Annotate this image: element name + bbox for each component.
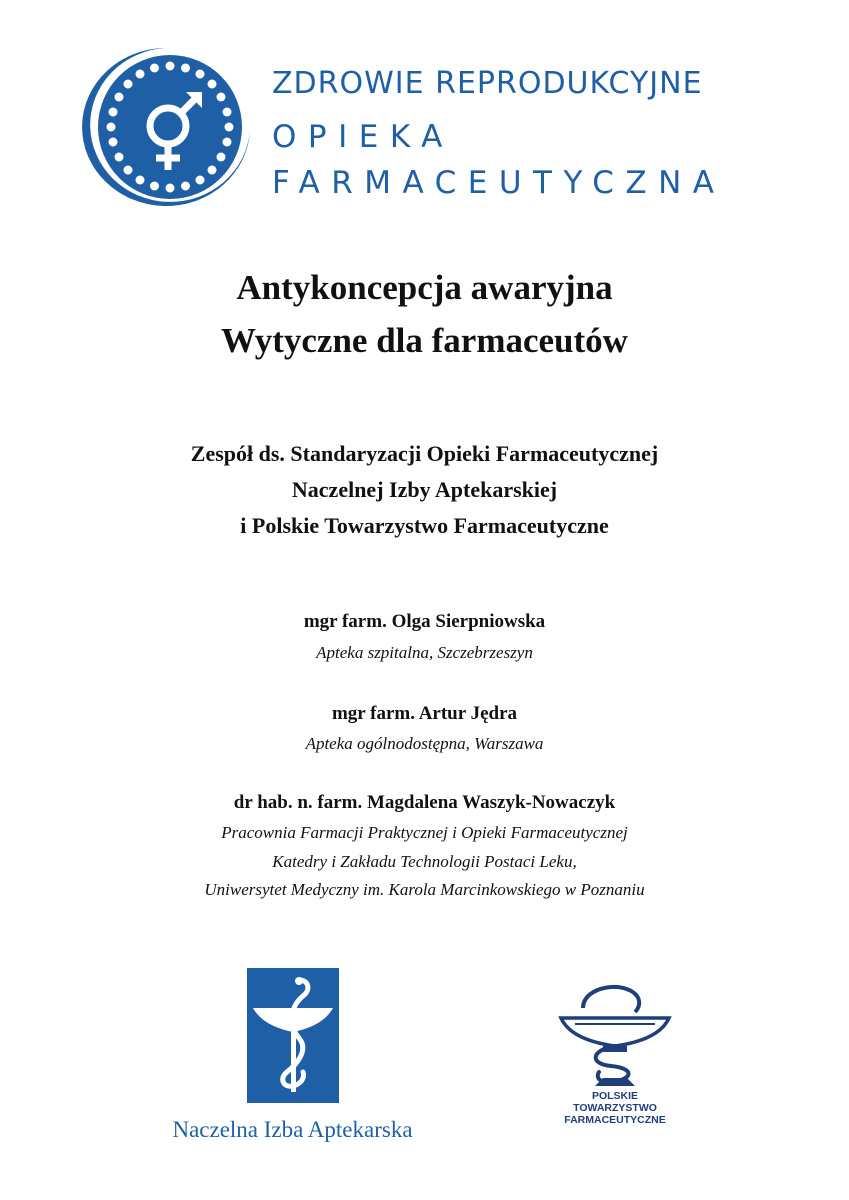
team-line: Zespół ds. Standaryzacji Opieki Farmaceutycznej — [190, 441, 659, 466]
author-name: mgr farm. Artur Jędra — [331, 703, 518, 724]
ptf-label-line2: TOWARZYSTWO — [573, 1102, 657, 1114]
ptf-bowl-of-hygieia-icon — [555, 978, 675, 1090]
nia-bowl-of-hygieia-icon — [247, 968, 339, 1103]
brand-title-line3: FARMACEUTYCZNA — [272, 165, 726, 201]
document-title: Antykoncepcja awaryjna — [236, 268, 613, 307]
brand-title-line1: ZDROWIE REPRODUKCYJNE — [272, 66, 703, 101]
author-affiliation: Katedry i Zakładu Technologii Postaci Leku, — [272, 852, 577, 871]
brand-title-line2: OPIEKA — [272, 119, 454, 155]
author-affiliation: Pracownia Farmacji Praktycznej i Opieki Farmaceutycznej — [221, 823, 628, 842]
venus-mars-circle-icon — [78, 44, 254, 206]
document-subtitle: Wytyczne dla farmaceutów — [221, 321, 628, 360]
author-name: dr hab. n. farm. Magdalena Waszyk-Nowaczyk — [233, 792, 616, 813]
author-affiliation: Apteka szpitalna, Szczebrzeszyn — [316, 643, 533, 662]
team-line: i Polskie Towarzystwo Farmaceutyczne — [240, 513, 609, 538]
ptf-label-line3: FARMACEUTYCZNE — [564, 1114, 666, 1126]
author-affiliation: Uniwersytet Medyczny im. Karola Marcinkowskiego w Poznaniu — [204, 880, 645, 899]
author-affiliation: Apteka ogólnodostępna, Warszawa — [305, 734, 544, 753]
author-name: mgr farm. Olga Sierpniowska — [303, 611, 546, 632]
ptf-label-line1: POLSKIE — [591, 1090, 639, 1102]
nia-label: Naczelna Izba Aptekarska — [172, 1117, 413, 1142]
team-line: Naczelnej Izby Aptekarskiej — [291, 477, 558, 502]
